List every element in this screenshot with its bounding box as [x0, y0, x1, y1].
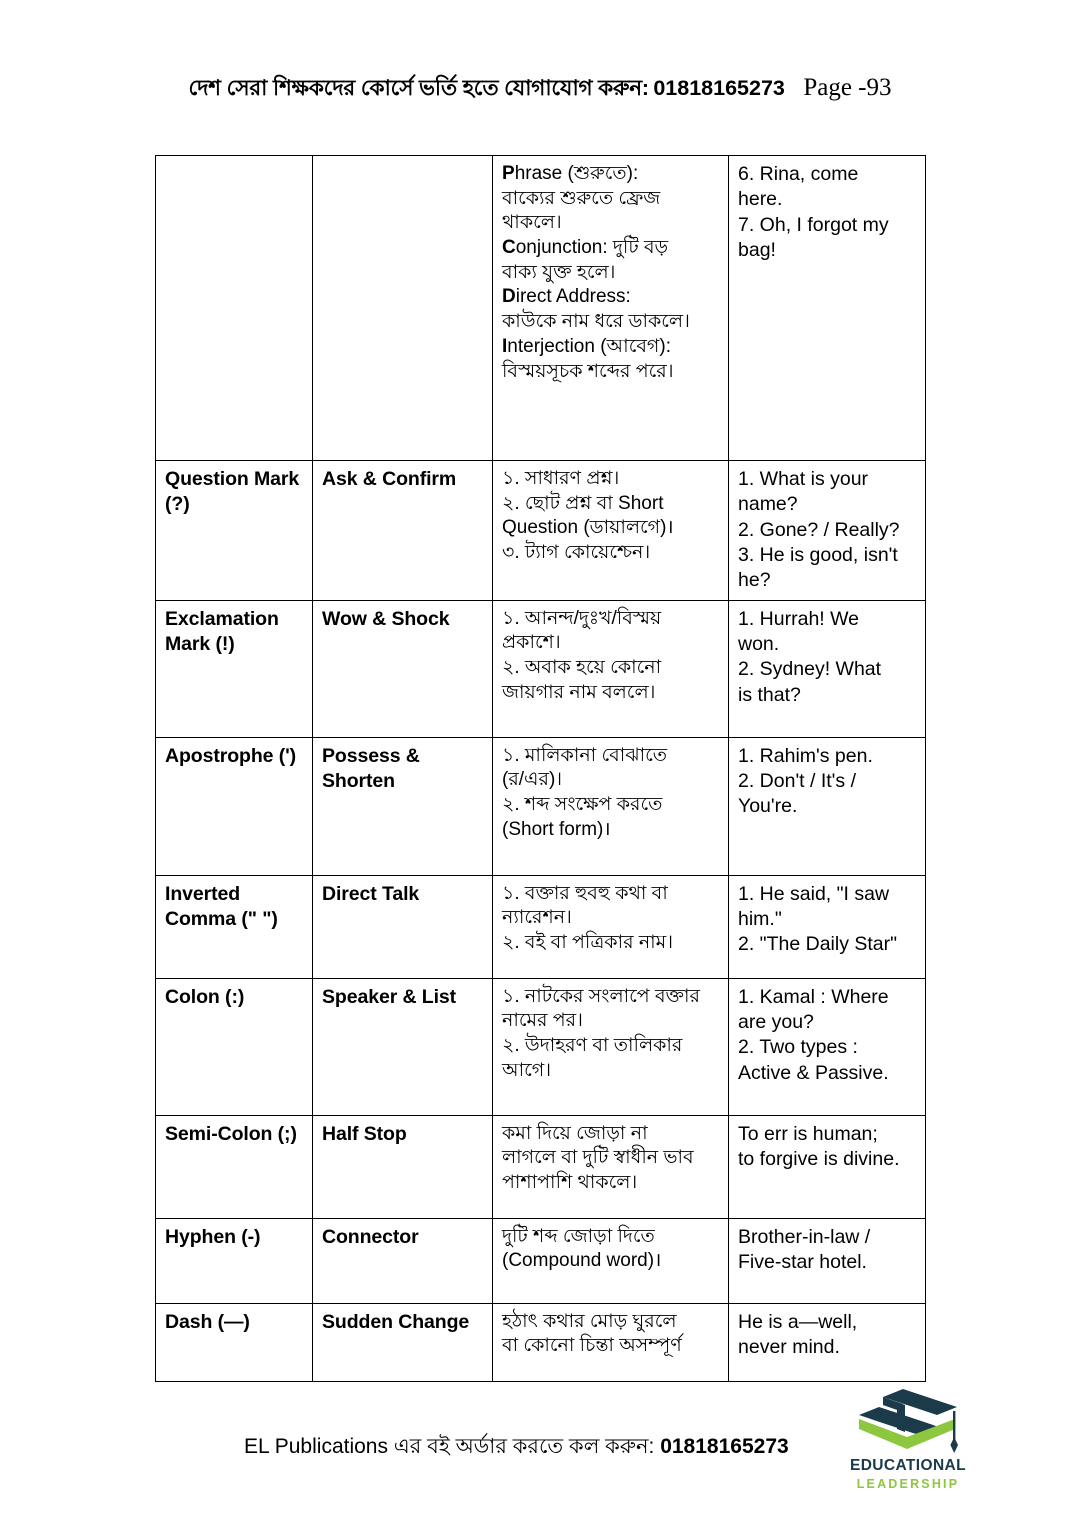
table-row [156, 1303, 926, 1381]
cell-use [313, 156, 493, 461]
example-line: name? [738, 493, 798, 516]
cell-mark: Colon (:) [156, 978, 313, 1115]
example-line: is that? [738, 683, 801, 706]
cell-mark: Dash (—) [156, 1303, 313, 1381]
cell-rule [493, 1303, 729, 1381]
rule-line: ১. আনন্দ/দুঃখ/বিস্ময় [502, 607, 662, 629]
cell-use: Connector [313, 1218, 493, 1303]
footer-phone-number: 01818165273 [660, 1435, 789, 1458]
example-line: here. [738, 188, 783, 211]
example-line: 1. Kamal : Where [738, 985, 889, 1008]
page-header [0, 72, 1080, 108]
graduation-cap-icon [845, 1385, 971, 1457]
rule-line: ২. বই বা পত্রিকার নাম। [502, 932, 674, 954]
cell-rule [493, 737, 729, 875]
cell-example [729, 1303, 926, 1381]
educational-leadership-logo [845, 1385, 971, 1503]
rule-line: ১. বক্তার হুবহু কথা বা [502, 882, 668, 904]
example-line: won. [738, 633, 780, 656]
rule-line: (র/এর)। [502, 769, 563, 791]
footer-order-text [244, 1430, 789, 1465]
rule-line: ২. অবাক হয়ে কোনো [502, 657, 662, 679]
example-line: bag! [738, 239, 776, 262]
rule-line: Direct Address: [502, 286, 631, 308]
cell-use: Ask & Confirm [313, 461, 493, 601]
example-line: You're. [738, 795, 798, 818]
example-line: to forgive is divine. [738, 1148, 900, 1171]
rule-line: বাক্য যুক্ত হলে। [502, 261, 616, 283]
cell-rule [493, 600, 729, 737]
example-line: 1. Hurrah! We [738, 607, 860, 630]
rule-line: ২. ছোট প্রশ্ন বা Short [502, 492, 664, 514]
rule-line: থাকলে। [502, 212, 562, 234]
cell-mark: Question Mark (?) [156, 461, 313, 601]
cell-use: Half Stop [313, 1115, 493, 1218]
rule-line: নামের পর। [502, 1010, 583, 1032]
rule-line: ১. সাধারণ প্রশ্ন। [502, 468, 620, 489]
rule-line: Phrase (শুরুতে): [502, 163, 639, 184]
example-line: 7. Oh, I forgot my [738, 213, 889, 236]
example-line: are you? [738, 1011, 814, 1034]
cell-use: Speaker & List [313, 978, 493, 1115]
table-row [156, 156, 926, 461]
example-line: he? [738, 569, 771, 592]
rule-line: (Short form)। [502, 818, 611, 840]
table-row [156, 1218, 926, 1303]
cell-example [729, 875, 926, 978]
cell-use: Possess & Shorten [313, 737, 493, 875]
example-line: 1. He said, "I saw [738, 882, 890, 905]
rule-line: ৩. ট্যাগ কোয়েশ্চেন। [502, 542, 651, 564]
table-row [156, 875, 926, 978]
rule-line: আগে। [502, 1059, 552, 1081]
cell-example [729, 737, 926, 875]
rule-line: Question (ডায়ালগে)। [502, 517, 674, 539]
rule-line: (Compound word)। [502, 1250, 662, 1272]
example-line: 3. He is good, isn't [738, 544, 898, 567]
example-line: 1. What is your [738, 468, 869, 490]
cell-rule [493, 875, 729, 978]
example-line: 1. Rahim's pen. [738, 744, 873, 767]
table-row [156, 978, 926, 1115]
example-line: 6. Rina, come [738, 163, 859, 185]
cell-mark [156, 156, 313, 461]
punctuation-table [155, 155, 926, 1382]
logo-text-leadership: LEADERSHIP [856, 1477, 960, 1491]
example-line: 2. Sydney! What [738, 658, 882, 681]
cell-rule [493, 978, 729, 1115]
example-line: He is a—well, [738, 1310, 858, 1333]
rule-line: ১. নাটকের সংলাপে বক্তার [502, 985, 700, 1007]
example-line: 2. Two types : [738, 1036, 858, 1059]
cell-example [729, 461, 926, 601]
logo-text-educational: EDUCATIONAL [849, 1457, 967, 1474]
cell-use: Sudden Change [313, 1303, 493, 1381]
rule-line: লাগলে বা দুটি স্বাধীন ভাব [502, 1147, 694, 1169]
cell-mark: Hyphen (-) [156, 1218, 313, 1303]
rule-line: জায়গার নাম বললে। [502, 681, 656, 703]
cell-example [729, 156, 926, 461]
cell-mark: Inverted Comma (" ") [156, 875, 313, 978]
rule-line: পাশাপাশি থাকলে। [502, 1172, 638, 1194]
rule-line: বা কোনো চিন্তা অসম্পূর্ণ [502, 1335, 682, 1357]
example-line: him." [738, 908, 782, 931]
example-line: 2. Gone? / Really? [738, 518, 900, 541]
footer-order-label: EL Publications এর বই অর্ডার করতে কল করুন: [244, 1435, 655, 1458]
rule-line: বিস্ময়সূচক শব্দের পরে। [502, 360, 674, 382]
example-line: To err is human; [738, 1122, 878, 1145]
table-row [156, 737, 926, 875]
example-line: Active & Passive. [738, 1061, 889, 1084]
rule-line: ১. মালিকানা বোঝাতে [502, 744, 668, 766]
table-row [156, 461, 926, 601]
rule-line: দুটি শব্দ জোড়া দিতে [502, 1225, 655, 1247]
rule-line: কাউকে নাম ধরে ডাকলে। [502, 311, 690, 333]
header-phone-number: 01818165273 [653, 76, 785, 100]
cell-rule [493, 156, 729, 461]
example-line: Five-star hotel. [738, 1251, 867, 1274]
cell-mark: Semi-Colon (;) [156, 1115, 313, 1218]
rule-line: হঠাৎ কথার মোড় ঘুরলে [502, 1310, 677, 1332]
page-number-label: Page -93 [803, 74, 892, 101]
cell-rule [493, 461, 729, 601]
cell-example [729, 1115, 926, 1218]
rule-line: Interjection (আবেগ): [502, 335, 671, 357]
table-row [156, 600, 926, 737]
cell-rule [493, 1218, 729, 1303]
cell-rule [493, 1115, 729, 1218]
example-line: never mind. [738, 1336, 840, 1359]
rule-line: বাক্যের শুরুতে ফ্রেজ [502, 187, 661, 209]
rule-line: ২. উদাহরণ বা তালিকার [502, 1035, 683, 1057]
cell-example [729, 1218, 926, 1303]
example-line: 2. "The Daily Star" [738, 933, 898, 956]
rule-line: প্রকাশে। [502, 632, 561, 654]
rule-line: ন্যারেশন। [502, 907, 572, 929]
example-line: Brother-in-law / [738, 1225, 871, 1248]
cell-example [729, 600, 926, 737]
rule-line: ২. শব্দ সংক্ষেপ করতে [502, 794, 663, 816]
cell-use: Wow & Shock [313, 600, 493, 737]
header-bangla-text: দেশ সেরা শিক্ষকদের কোর্সে ভর্তি হতে যোগাযোগ করুন: [188, 76, 649, 100]
cell-mark: Apostrophe (') [156, 737, 313, 875]
cell-example [729, 978, 926, 1115]
example-line: 2. Don't / It's / [738, 770, 856, 793]
cell-mark: Exclamation Mark (!) [156, 600, 313, 737]
rule-line: কমা দিয়ে জোড়া না [502, 1122, 648, 1144]
cell-use: Direct Talk [313, 875, 493, 978]
table-row [156, 1115, 926, 1218]
rule-line: Conjunction: দুটি বড় [502, 237, 669, 259]
